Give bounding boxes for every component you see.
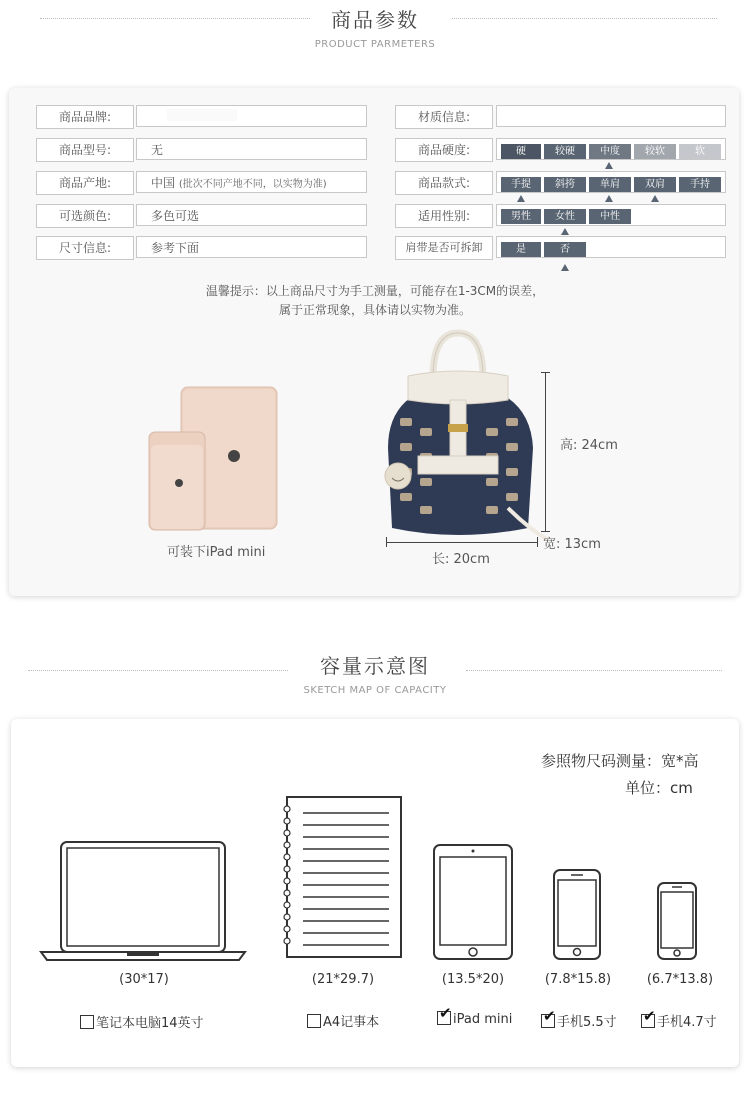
- item-a4-label: A4记事本: [323, 1015, 380, 1030]
- size-phone-4-7: (6.7*13.8): [646, 972, 714, 987]
- option-gender-male: 男性: [501, 209, 541, 224]
- param-value-material: [496, 105, 726, 127]
- item-phone-4-7: [641, 1007, 717, 1030]
- checkbox-checked-icon: ✔: [437, 1011, 451, 1025]
- notebook-icon: [281, 795, 405, 960]
- checkbox-checked-icon: ✔: [541, 1014, 555, 1028]
- option-style-clutch: 手持: [679, 177, 721, 192]
- option-strap-no: 否: [544, 242, 586, 257]
- length-label: 长: 20cm: [432, 552, 490, 567]
- item-ipad: [437, 1004, 513, 1027]
- reference-line-2: 单位：cm: [625, 779, 693, 797]
- option-style-crossbody: 斜挎: [544, 177, 586, 192]
- blurred-logo: [167, 109, 237, 121]
- param-label-material: 材质信息:: [395, 105, 493, 129]
- height-label: 高: 24cm: [560, 438, 618, 453]
- section-title-capacity: [0, 650, 750, 696]
- param-value-origin-note: (批次不同产地不同，以实物为准): [178, 179, 327, 190]
- length-dimension-line: [386, 542, 538, 543]
- param-value-model: 无: [136, 138, 367, 160]
- option-hardness-fairly-soft: 较软: [634, 144, 676, 159]
- height-dimension-cap: [541, 372, 550, 373]
- note-line-2: 属于正常现象，具体请以实物为准。: [278, 303, 471, 317]
- section-title-zh: 容量示意图: [320, 654, 430, 678]
- ipad-caption: 可装下iPad mini: [167, 545, 266, 560]
- param-value-brand: [136, 105, 367, 127]
- option-hardness-fairly-hard: 较硬: [544, 144, 586, 159]
- height-dimension-line: [545, 372, 546, 532]
- option-hardness-medium: 中度: [589, 144, 631, 159]
- item-phone-4-7-label: 手机4.7寸: [657, 1015, 717, 1030]
- style-indicator-icon: [517, 195, 525, 202]
- checkbox-checked-icon: ✔: [641, 1014, 655, 1028]
- option-hardness-soft: 软: [679, 144, 721, 159]
- option-gender-unisex: 中性: [589, 209, 631, 224]
- param-label-style: 商品款式:: [395, 171, 493, 195]
- param-value-origin-text: 中国: [151, 176, 176, 190]
- param-label-gender: 适用性别:: [395, 204, 493, 228]
- params-card: [9, 88, 739, 596]
- option-style-handheld: 手提: [501, 177, 541, 192]
- param-label-strap: 肩带是否可拆卸: [395, 236, 493, 260]
- param-label-hardness: 商品硬度:: [395, 138, 493, 162]
- length-dimension-cap: [386, 537, 387, 547]
- item-laptop: [80, 1012, 204, 1031]
- measurement-note: [0, 282, 750, 320]
- checkbox-unchecked-icon: [307, 1014, 321, 1028]
- ipad-iphone-illustration: [145, 385, 285, 535]
- size-phone-5-5: (7.8*15.8): [544, 972, 612, 987]
- option-style-shoulder: 单肩: [589, 177, 631, 192]
- height-dimension-cap: [541, 531, 550, 532]
- param-label-model: 商品型号:: [36, 138, 134, 162]
- reference-line-1: 参照物尺码测量：宽*高: [541, 752, 699, 770]
- param-label-origin: 商品产地:: [36, 171, 134, 195]
- item-a4: [307, 1011, 379, 1030]
- param-label-size: 尺寸信息:: [36, 236, 134, 260]
- section-title-zh: 商品参数: [331, 8, 419, 32]
- length-dimension-cap: [537, 537, 538, 547]
- param-label-brand: 商品品牌:: [36, 105, 134, 129]
- section-title-params: [0, 4, 750, 50]
- param-label-color: 可选颜色:: [36, 204, 134, 228]
- section-title-en: PRODUCT PARMETERS: [314, 39, 436, 50]
- backpack-image: [378, 328, 578, 548]
- checkbox-unchecked-icon: [80, 1015, 94, 1029]
- param-value-origin: [136, 171, 367, 193]
- strap-indicator-icon: [561, 264, 569, 271]
- ipad-mini-icon: [432, 843, 514, 961]
- width-label: 宽: 13cm: [543, 537, 601, 552]
- item-ipad-label: iPad mini: [453, 1012, 513, 1027]
- phone-5-5-icon: [552, 868, 602, 961]
- option-style-backpack: 双肩: [634, 177, 676, 192]
- phone-4-7-icon: [656, 881, 698, 961]
- option-gender-female: 女性: [544, 209, 586, 224]
- style-indicator-icon: [651, 195, 659, 202]
- section-title-en: SKETCH MAP OF CAPACITY: [303, 685, 447, 696]
- hardness-indicator-icon: [605, 162, 613, 169]
- item-phone-5-5: [541, 1007, 617, 1030]
- size-a4: (21*29.7): [311, 972, 375, 987]
- item-phone-5-5-label: 手机5.5寸: [557, 1015, 617, 1030]
- gender-indicator-icon: [561, 228, 569, 235]
- laptop-icon: [39, 840, 249, 965]
- style-indicator-icon: [605, 195, 613, 202]
- option-hardness-hard: 硬: [501, 144, 541, 159]
- param-value-color: 多色可选: [136, 204, 367, 226]
- size-ipad: (13.5*20): [441, 972, 505, 987]
- option-strap-yes: 是: [501, 242, 541, 257]
- item-laptop-label: 笔记本电脑14英寸: [96, 1016, 204, 1031]
- note-line-1: 温馨提示：以上商品尺寸为手工测量，可能存在1-3CM的误差，: [205, 284, 545, 298]
- size-laptop: (30*17): [119, 972, 169, 987]
- param-value-size: 参考下面: [136, 236, 367, 258]
